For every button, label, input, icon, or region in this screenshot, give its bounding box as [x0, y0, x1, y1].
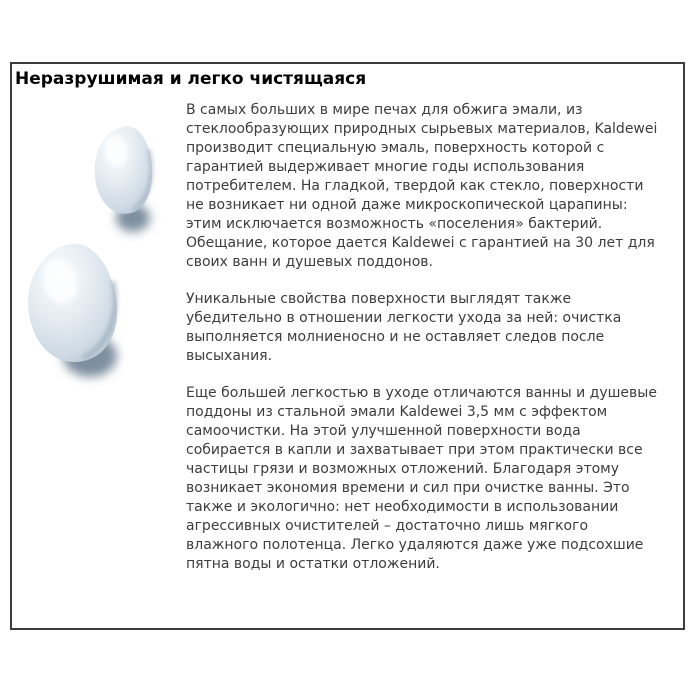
paragraph-self-cleaning: Еще большей легкостью в уходе отличаются ванны и душевые поддоны из стальной эмали Kaldewei 3,5 мм с эффектом самоочистки. На этой улучшенной поверхности вода собирается в капли и захватывает при этом практически все частицы грязи и возможных отложений. Благодаря этому возникает экономия времени и сил при очистке ванны. Это также и экологично: нет необходимости в использовании агрессивных очистителей – достаточно лишь мягкого влажного полотенца. Легко удаляются даже уже подсохшие пятна воды и остатки отложений.: [186, 385, 657, 572]
water-drops-image: [12, 101, 186, 411]
large-water-drop-icon: [28, 244, 117, 377]
article-box: [10, 62, 685, 630]
water-drops-illustration: [12, 101, 186, 411]
paragraph-easy-care: Уникальные свойства поверхности выглядят также убедительно в отношении легкости ухода за ней: очистка выполняется молниеносно и не оставляет следов после высыхания.: [186, 291, 622, 364]
article-body: [186, 101, 683, 592]
small-water-drop-icon: [95, 126, 153, 232]
article-columns: [12, 101, 683, 592]
paragraph-enamel-durability: В самых больших в мире печах для обжига эмали, из стеклообразующих природных сырьевых материалов, Kaldewei производит специальную эмаль, поверхность которой с гарантией выдерживает многие годы использования потребителем. На гладкой, твердой как стекло, поверхности не возникает ни одной даже микроскопической царапины: этим исключается возможность «поселения» бактерий. Обещание, которое дается Kaldewei с гарантией на 30 лет для своих ванн и душевых поддонов.: [186, 102, 658, 270]
article-heading: Неразрушимая и легко чистящаяся: [15, 69, 367, 89]
